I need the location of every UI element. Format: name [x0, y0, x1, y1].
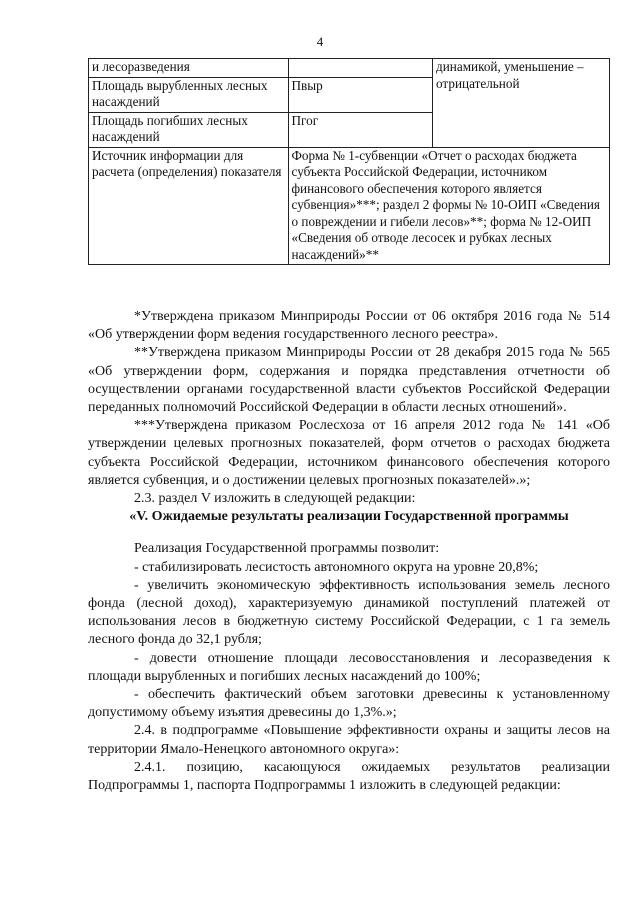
paragraph-intro: Реализация Государственной программы позволит:: [134, 541, 440, 557]
section-heading: «V. Ожидаемые результаты реализации Государственной программы: [129, 509, 569, 525]
document-body: [88, 308, 610, 795]
footnote-3: ***Утверждена приказом Рослесхоза от 16 апреля 2012 года № 141 «Об утверждении целевых прогнозных показателей, форм отчетов о расходах бюджета субъекта Российской Федерации, источником финансового обеспечения которого является субвенция, и о достижении целевых прогнозных показателей».»;: [88, 418, 610, 488]
list-item: - стабилизировать лесистость автономного округа на уровне 20,8%;: [134, 559, 539, 575]
table-cell: [597, 59, 609, 148]
indicator-table: [88, 58, 610, 265]
table-row: [89, 59, 610, 78]
list-item: - довести отношение площади лесовосстановления и лесоразведения к площади вырубленных и погибших лесных насаждений до 100%;: [88, 650, 610, 684]
paragraph-2-4: 2.4. в подпрограмме «Повышение эффективности охраны и защиты лесов на территории Ямало-Ненецкого автономного округа»:: [88, 723, 610, 757]
page-number: 4: [316, 34, 324, 49]
list-item: - увеличить экономическую эффективность использования земель лесного фонда (лесной доход), характеризуемую динамикой поступлений платежей от использования лесов в бюджетную систему Российской Федерации, с 1 га земель лесного фонда до 32,1 рубля;: [88, 577, 610, 648]
table-cell: Площадь погибших лесных насаждений: [89, 112, 289, 147]
table-cell: динамикой, уменьшение – отрицательной: [433, 59, 598, 148]
table-cell: [288, 59, 433, 78]
paragraph-2-3: 2.3. раздел V изложить в следующей редакции:: [134, 491, 416, 507]
table-cell: и лесоразведения: [89, 59, 289, 78]
table-cell: Пгог: [288, 112, 433, 147]
footnote-2: **Утверждена приказом Минприроды России от 28 декабря 2015 года № 565 «Об утверждении форм, содержания и порядка представления отчетности об осуществлении органами государственной власти субъектов Российской Федерации переданных полномочий Российской Федерации в области лесных отношений».: [88, 345, 610, 416]
table-cell: Площадь вырубленных лесных насаждений: [89, 77, 289, 112]
table-cell: Источник информации для расчета (определения) показателя: [89, 147, 289, 265]
list-item: - обеспечить фактический объем заготовки древесины к установленному допустимому объему изъятия древесины до 1,3%.»;: [88, 687, 610, 721]
table-cell: Форма № 1-субвенции «Отчет о расходах бюджета субъекта Российской Федерации, источником финансового обеспечения которого является субвенция»***; раздел 2 формы № 10-ОИП «Сведения о повреждении и гибели лесов»**; форма № 12-ОИП «Сведения об отводе лесосек и рубках лесных насаждений»**: [288, 147, 609, 265]
footnote-1: *Утверждена приказом Минприроды России от 06 октября 2016 года № 514 «Об утверждении форм ведения государственного лесного реестра».: [88, 309, 610, 343]
paragraph-2-4-1: 2.4.1. позицию, касающуюся ожидаемых результатов реализации Подпрограммы 1, паспорта Подпрограммы 1 изложить в следующей редакции:: [88, 759, 610, 794]
table-row: [89, 147, 610, 265]
table-cell: Пвыр: [288, 77, 433, 112]
